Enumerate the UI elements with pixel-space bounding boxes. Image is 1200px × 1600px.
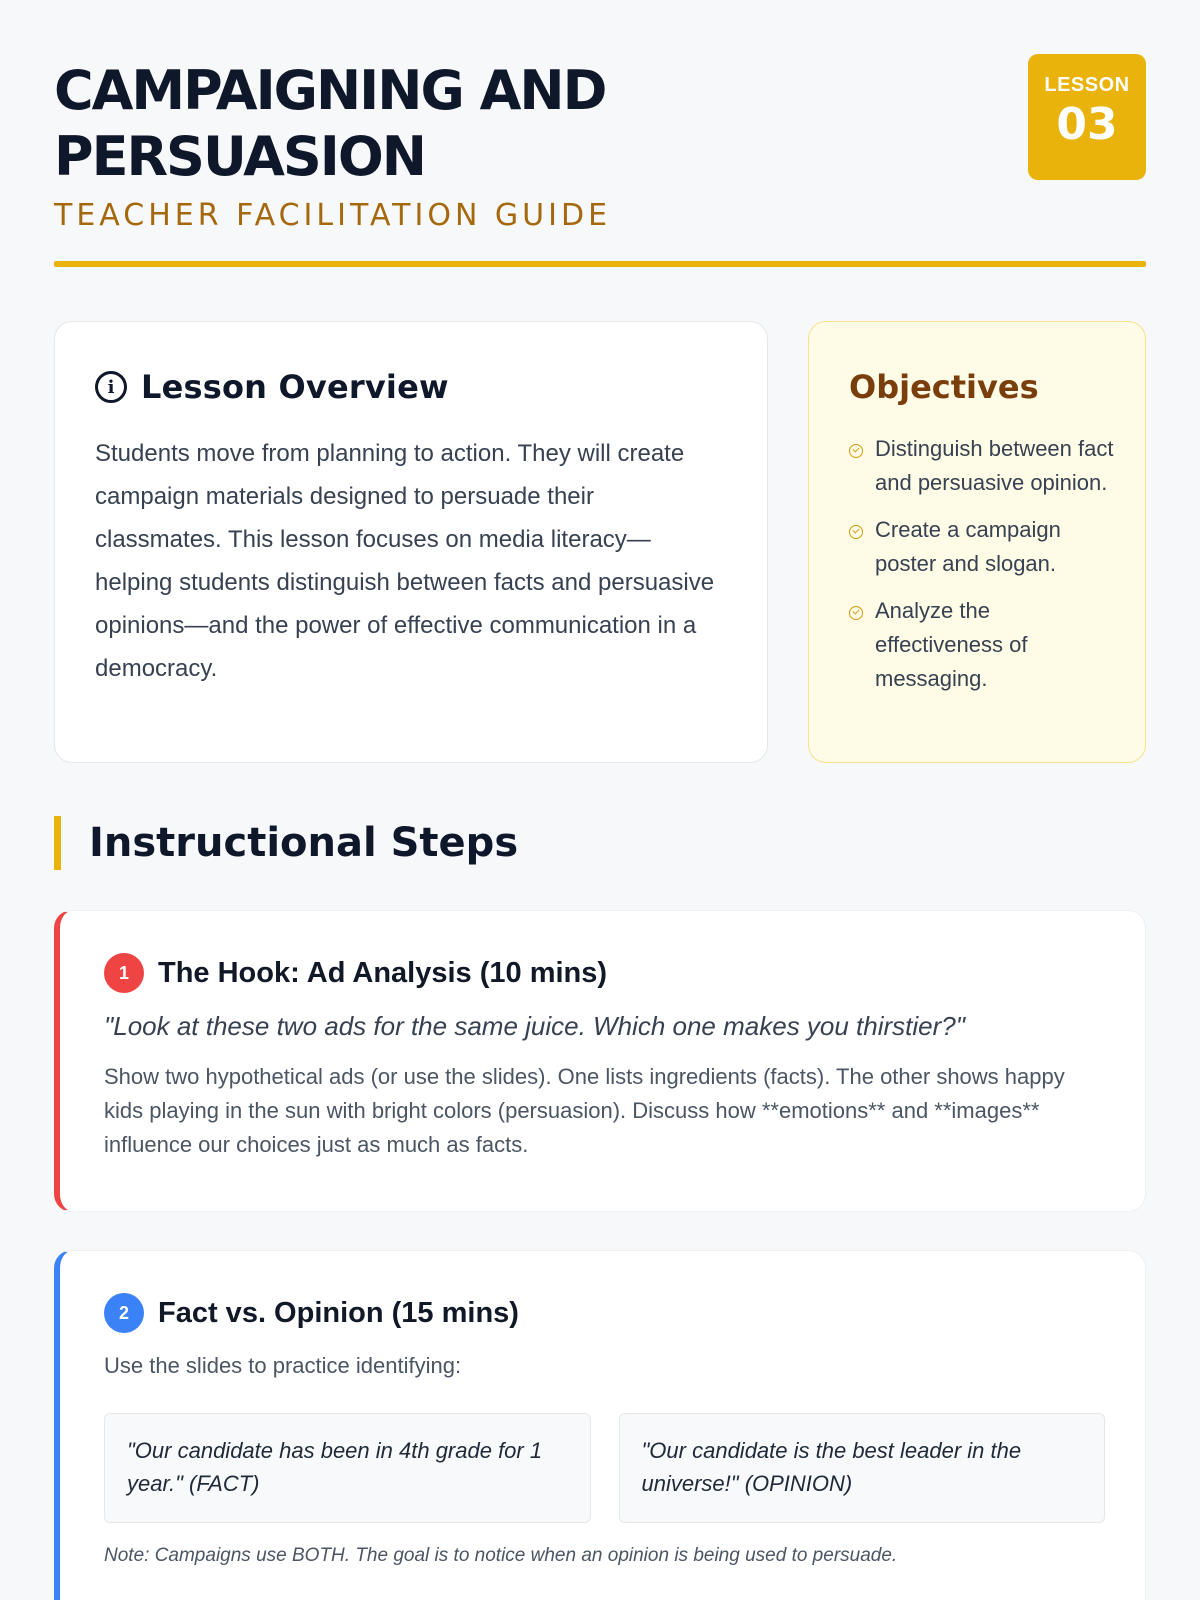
lesson-badge (1028, 54, 1146, 180)
page-subtitle: TEACHER FACILITATION GUIDE (54, 198, 612, 233)
step-card-2 (54, 1250, 1146, 1600)
step-note: Note: Campaigns use BOTH. The goal is to notice when an opinion is being used to persuade. (104, 1545, 898, 1566)
objective-text: Analyze the effectiveness of messaging. (875, 598, 1028, 691)
step-title: The Hook: Ad Analysis (10 mins) (158, 956, 608, 989)
lesson-label: LESSON (1044, 74, 1130, 96)
header-divider (54, 261, 1146, 267)
info-icon: i (95, 371, 127, 403)
check-circle-icon (849, 444, 863, 458)
step-body: Use the slides to practice identifying: (104, 1353, 462, 1378)
step-title: Fact vs. Opinion (15 mins) (158, 1296, 519, 1329)
overview-card (54, 321, 768, 763)
objective-item (849, 432, 1115, 500)
section-title: Instructional Steps (89, 820, 519, 866)
objective-text: Create a campaign poster and slogan. (875, 517, 1061, 576)
objectives-card (808, 321, 1146, 763)
lesson-number: 03 (1056, 99, 1118, 150)
opinion-example: "Our candidate is the best leader in the universe!" (OPINION) (619, 1413, 1106, 1523)
step-header (104, 1293, 1105, 1333)
step-header (104, 953, 1105, 993)
objective-text: Distinguish between fact and persuasive opinion. (875, 436, 1114, 495)
step-quote: "Look at these two ads for the same juice. Which one makes you thirstier?" (104, 1011, 965, 1041)
objectives-heading: Objectives (849, 368, 1039, 406)
step-number-badge: 2 (104, 1293, 144, 1333)
objectives-list (849, 432, 1115, 696)
page-title: CAMPAIGNING AND PERSUASION (54, 59, 606, 188)
check-circle-icon (849, 525, 863, 539)
fact-example: "Our candidate has been in 4th grade for 1 year." (FACT) (104, 1413, 591, 1523)
overview-body: Students move from planning to action. They will create campaign materials designed to persuade their classmates. This lesson focuses on media literacy—helping students distinguish between facts and persuasive opinions—and the power of effective communication in a democracy. (95, 440, 715, 682)
overview-header (95, 368, 727, 406)
step-card-1 (54, 910, 1146, 1212)
step-body: Show two hypothetical ads (or use the slides). One lists ingredients (facts). The other shows happy kids playing in the sun with bright colors (persuasion). Discuss how **emotions** and **images** influence our choices just as much as facts. (104, 1064, 1065, 1157)
check-circle-icon (849, 606, 863, 620)
step-number-badge: 1 (104, 953, 144, 993)
overview-heading: Lesson Overview (141, 368, 449, 406)
intro-row (54, 321, 1146, 763)
section-heading (54, 816, 518, 870)
header (54, 0, 1146, 268)
objective-item (849, 513, 1115, 581)
examples-row (104, 1413, 1105, 1523)
objective-item (849, 594, 1115, 696)
